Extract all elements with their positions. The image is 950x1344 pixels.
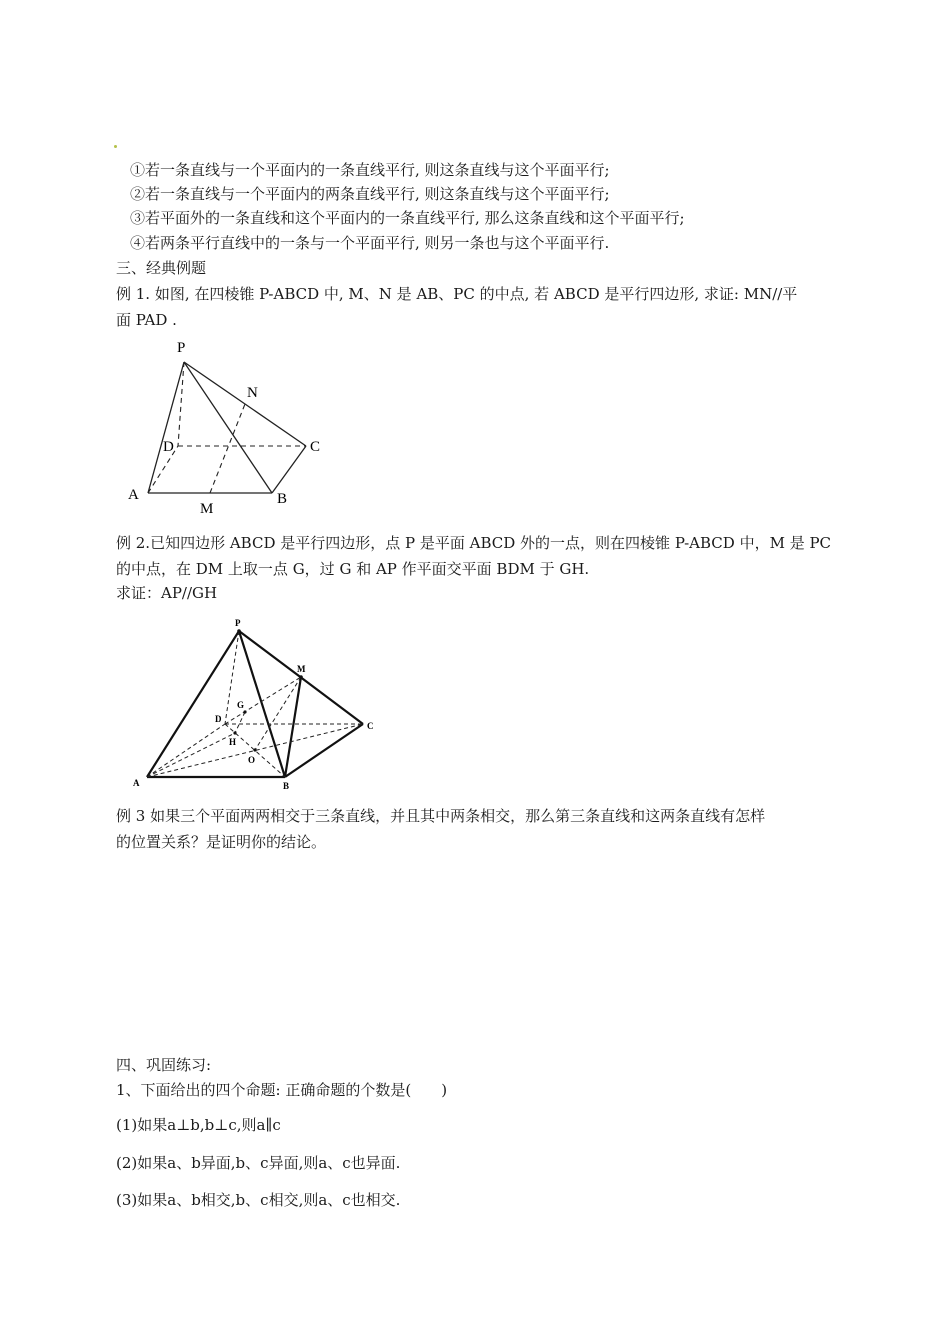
example2-line1: 例 2.已知四边形 ABCD 是平行四边形，点 P 是平面 ABCD 外的一点，则在四棱锥 P-ABCD 中，M 是 PC xyxy=(116,534,832,552)
edge-PC xyxy=(184,362,306,446)
label-P: P xyxy=(177,340,186,356)
figure-2-pyramid xyxy=(125,612,385,792)
proposition-4: ④若两条平行直线中的一条与一个平面平行, 则另一条也与这个平面平行. xyxy=(130,234,610,252)
example2-line3: 求证：AP//GH xyxy=(116,584,218,602)
section4-heading: 四、巩固练习: xyxy=(116,1056,212,1074)
edge-PA xyxy=(147,631,239,777)
edge-PB xyxy=(184,362,272,493)
section3-heading: 三、经典例题 xyxy=(116,259,207,277)
edge-BC xyxy=(272,446,306,493)
label-H: H xyxy=(229,737,237,747)
example2-line2: 的中点，在 DM 上取一点 G，过 G 和 AP 作平面交平面 BDM 于 GH. xyxy=(116,560,590,578)
exercise1-question: 1、下面给出的四个命题: 正确命题的个数是( ) xyxy=(116,1081,448,1099)
label-G: G xyxy=(237,700,245,710)
edge-PD-hidden xyxy=(225,631,239,724)
label-B: B xyxy=(283,781,290,791)
exercise1-item-3: (3)如果a、b相交,b、c相交,则a、c也相交. xyxy=(116,1191,401,1209)
point-P xyxy=(237,629,241,633)
label-D: D xyxy=(163,439,174,455)
label-C: C xyxy=(367,721,374,731)
proposition-2: ②若一条直线与一个平面内的两条直线平行, 则这条直线与这个平面平行; xyxy=(130,185,610,203)
proposition-1: ①若一条直线与一个平面内的一条直线平行, 则这条直线与这个平面平行; xyxy=(130,161,610,179)
edge-BC xyxy=(285,724,363,777)
segment-MN-hidden xyxy=(210,404,245,493)
edge-AD-hidden xyxy=(147,724,225,777)
point-H xyxy=(233,731,236,734)
figure-1-pyramid xyxy=(120,333,340,518)
label-B: B xyxy=(277,491,288,507)
label-D: D xyxy=(215,714,222,724)
example3-line2: 的位置关系？是证明你的结论。 xyxy=(116,833,327,851)
label-M: M xyxy=(200,501,214,517)
point-G xyxy=(243,710,246,713)
label-O: O xyxy=(248,755,256,765)
proposition-3: ③若平面外的一条直线和这个平面内的一条直线平行, 那么这条直线和这个平面平行; xyxy=(130,209,685,227)
label-C: C xyxy=(310,439,321,455)
example3-line1: 例 3 如果三个平面两两相交于三条直线，并且其中两条相交，那么第三条直线和这两条直线有怎样 xyxy=(116,807,766,825)
edge-PB xyxy=(239,631,285,777)
label-P: P xyxy=(235,618,241,628)
edge-BM xyxy=(285,677,301,777)
point-O xyxy=(253,748,256,751)
exercise1-item-2: (2)如果a、b异面,b、c异面,则a、c也异面. xyxy=(116,1154,401,1172)
label-A: A xyxy=(128,487,139,503)
label-M: M xyxy=(297,664,306,674)
example1-line1: 例 1. 如图, 在四棱锥 P-ABCD 中, M、N 是 AB、PC 的中点, 若 ABCD 是平行四边形, 求证: MN//平 xyxy=(116,285,798,303)
label-A: A xyxy=(133,778,140,788)
label-N: N xyxy=(247,385,258,401)
example1-line2: 面 PAD . xyxy=(116,311,177,329)
exercise1-item-1: (1)如果a⊥b,b⊥c,则a∥c xyxy=(116,1116,281,1134)
edge-PA xyxy=(148,362,184,493)
margin-dot xyxy=(114,145,117,148)
point-M xyxy=(299,675,303,679)
